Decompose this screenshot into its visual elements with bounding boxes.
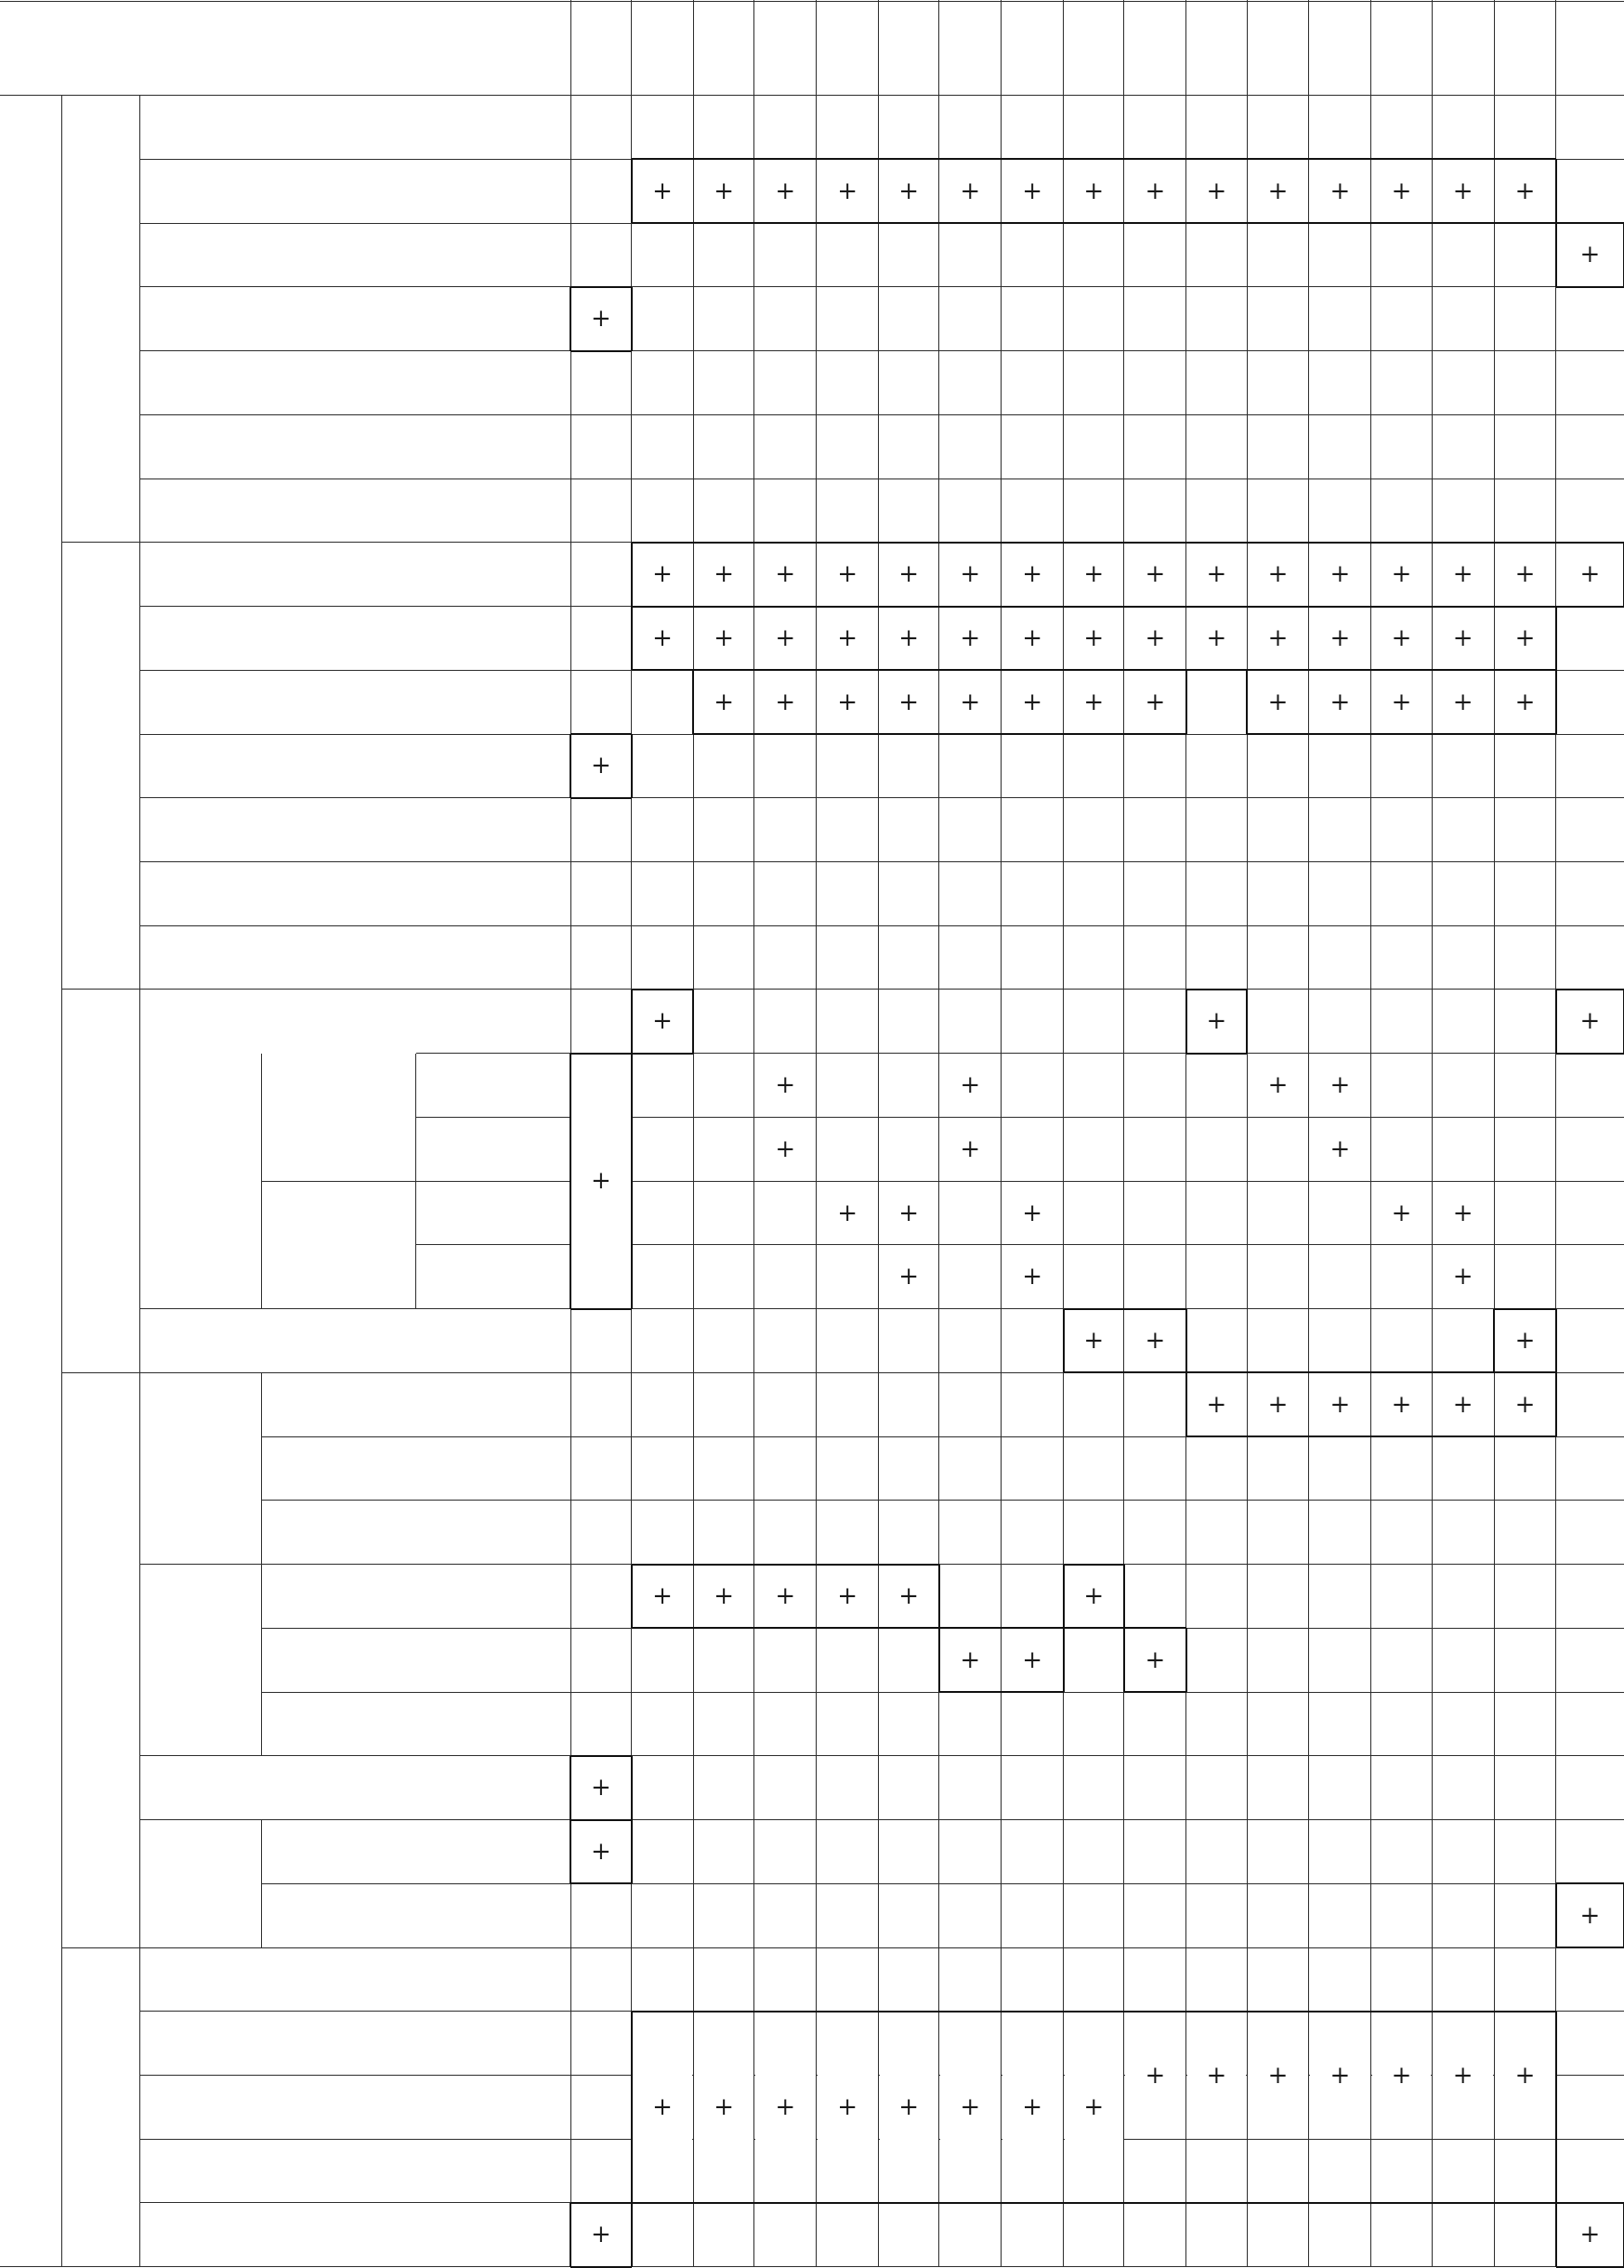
grid-line [1247, 669, 1556, 671]
grid-line [570, 925, 1624, 926]
grid-line [1064, 1627, 1124, 1629]
cell-mark: + [754, 607, 817, 671]
cell-mark: + [1124, 2012, 1186, 2139]
cell-mark: + [754, 670, 817, 734]
cell-mark: + [1371, 159, 1432, 223]
cell-mark: + [1432, 159, 1494, 223]
subgroup-rotary-shuttle [140, 1565, 262, 1756]
grid-line [1185, 0, 1186, 2267]
grid-line [570, 287, 571, 351]
grid-line [1432, 0, 1433, 2267]
cell-mark: + [1432, 543, 1494, 607]
cell-mark: + [632, 990, 694, 1054]
grid-line [631, 2012, 633, 2203]
grid-line [631, 607, 633, 671]
cell-mark: + [1002, 1628, 1064, 1692]
cell-mark: + [1309, 1117, 1371, 1181]
grid-line [631, 1820, 633, 1884]
cell-mark: + [817, 607, 879, 671]
grid-line [1124, 1627, 1186, 1629]
grid-line [570, 2202, 631, 2204]
grid-line [570, 1053, 631, 1055]
grid-line [1555, 2203, 1557, 2267]
grid-line [1186, 1053, 1247, 1055]
cell-mark: + [1371, 670, 1432, 734]
cell-mark: + [939, 1117, 1002, 1181]
grid-line [570, 1819, 1624, 1820]
cell-mark: + [1247, 2012, 1309, 2139]
grid-line [1247, 0, 1248, 2267]
row-label [140, 607, 570, 671]
column-header [879, 0, 939, 96]
cell-mark: + [632, 1565, 694, 1629]
cell-mark: + [1124, 1309, 1186, 1373]
grid-line [570, 861, 1624, 862]
cell-mark: + [817, 159, 879, 223]
grid-line [570, 1819, 631, 1821]
group-label-hook [62, 1372, 140, 1947]
cell-mark: + [693, 670, 753, 734]
cell-mark: + [1002, 159, 1064, 223]
column-header [817, 0, 879, 96]
cell-mark: + [1002, 670, 1064, 734]
row-label [261, 1692, 570, 1756]
row-label [140, 1947, 570, 2012]
subgroup-mechanical [140, 1054, 262, 1309]
column-header [1494, 0, 1556, 96]
grid-line [631, 734, 633, 798]
row-label [140, 2139, 570, 2203]
group-label-takeup [62, 1947, 140, 2267]
cell-mark: + [817, 1565, 879, 1629]
grid-line [570, 286, 1624, 287]
grid-line [570, 1756, 571, 1820]
cell-mark: + [817, 543, 879, 607]
column-header [1432, 0, 1494, 96]
column-header [1247, 0, 1309, 96]
cell-mark: + [1494, 607, 1556, 671]
grid-line [632, 222, 1556, 224]
grid-line [938, 1565, 940, 1629]
grid-line [570, 1054, 571, 1309]
cell-mark: + [1371, 607, 1432, 671]
row-label [140, 2012, 570, 2076]
grid-line [1063, 1628, 1065, 1692]
grid-line [1555, 223, 1557, 287]
cell-mark: + [1247, 1054, 1309, 1118]
cell-mark: + [1494, 1372, 1556, 1436]
cell-mark: + [879, 1181, 939, 1245]
grid-line [693, 733, 1185, 735]
grid-line [1123, 1628, 1125, 1692]
row-label [140, 543, 570, 607]
cell-mark: + [1432, 2012, 1494, 2139]
cell-mark: + [632, 543, 694, 607]
grid-line [570, 1820, 571, 1884]
cell-mark: + [1309, 543, 1371, 607]
cell-mark: + [1064, 543, 1124, 607]
grid-line [1556, 1947, 1624, 1948]
grid-line [1555, 1309, 1557, 1373]
row-label [416, 1054, 570, 1118]
grid-line [1123, 1565, 1125, 1629]
grid-line [1186, 989, 1247, 990]
grid-line [570, 1755, 1624, 1756]
grid-line [878, 0, 879, 2267]
cell-mark: + [1432, 1245, 1494, 1309]
grid-line [1556, 2266, 1624, 2268]
grid-line [632, 606, 1556, 608]
cell-mark: + [693, 2012, 753, 2203]
cell-mark: + [1494, 159, 1556, 223]
cell-mark: + [1186, 607, 1247, 671]
grid-line [632, 989, 694, 990]
grid-line [631, 1756, 633, 1820]
cell-mark: + [1309, 670, 1371, 734]
grid-line [1494, 1308, 1556, 1310]
grid-line [939, 1691, 1064, 1693]
grid-line [570, 1883, 1624, 1884]
cell-mark: + [1556, 2203, 1624, 2267]
cell-mark: + [879, 1565, 939, 1629]
grid-line [1123, 0, 1124, 2267]
cell-mark: + [1124, 159, 1186, 223]
row-label [261, 1436, 570, 1501]
column-header [693, 0, 753, 96]
column-header [1002, 0, 1064, 96]
cell-mark: + [939, 1628, 1002, 1692]
subgroup-fixed [261, 1054, 415, 1181]
cell-mark: + [1309, 1054, 1371, 1118]
grid-line [631, 287, 633, 351]
grid-line [570, 1500, 1624, 1501]
grid-line [631, 1054, 633, 1309]
cell-mark: + [632, 159, 694, 223]
row-label [416, 1117, 570, 1181]
column-header [939, 0, 1002, 96]
grid-line [1064, 1371, 1186, 1373]
grid-line [1185, 1309, 1187, 1373]
cell-mark: + [939, 607, 1002, 671]
grid-line [692, 990, 694, 1054]
cell-mark: + [1002, 1245, 1064, 1309]
cell-mark: + [1247, 1372, 1309, 1436]
row-label [140, 1309, 570, 1373]
cell-mark: + [1371, 1181, 1432, 1245]
row-label [140, 159, 570, 223]
row-label [140, 925, 570, 990]
grid-line [570, 1117, 1624, 1118]
cell-mark: + [1556, 223, 1624, 287]
cell-mark: + [1309, 159, 1371, 223]
cell-mark: + [1124, 1628, 1186, 1692]
grid-line [631, 2203, 633, 2267]
cell-mark: + [1556, 1883, 1624, 1947]
grid-line [938, 1628, 940, 1692]
row-label [140, 990, 570, 1054]
cell-mark: + [817, 670, 879, 734]
row-label [261, 1820, 570, 1884]
grid-line [1064, 1308, 1186, 1310]
row-label [416, 1245, 570, 1309]
cell-mark: + [1064, 1565, 1124, 1629]
cell-mark: + [1432, 670, 1494, 734]
grid-line [693, 0, 694, 2267]
row-label [261, 1883, 570, 1947]
grid-line [570, 1882, 631, 1884]
cell-mark: + [1247, 543, 1309, 607]
grid-line [1063, 0, 1064, 2267]
row-label [140, 861, 570, 925]
cell-mark: + [1309, 1372, 1371, 1436]
grid-line [570, 350, 1624, 351]
column-header [632, 0, 694, 96]
grid-line [1556, 286, 1624, 288]
grid-line [570, 2266, 631, 2268]
cell-mark: + [1064, 1309, 1124, 1373]
grid-line [631, 990, 633, 1054]
grid-line [1555, 159, 1557, 223]
cell-mark: + [1186, 2012, 1247, 2139]
grid-line [1556, 1053, 1624, 1055]
cell-mark: + [754, 2012, 817, 2203]
cell-mark: + [879, 2012, 939, 2203]
cell-mark: + [879, 670, 939, 734]
row-label [261, 1628, 570, 1692]
grid-line [1555, 607, 1557, 671]
grid-line [631, 1565, 633, 1629]
grid-line [1124, 1691, 1186, 1693]
column-header [754, 0, 817, 96]
grid-line [1064, 1564, 1124, 1566]
grid-line [631, 543, 633, 607]
cell-mark: + [1494, 1309, 1556, 1373]
grid-line [570, 797, 631, 799]
column-header [1186, 0, 1247, 96]
grid-line [570, 797, 1624, 798]
row-label [140, 798, 570, 862]
column-header [1371, 0, 1432, 96]
cell-mark: + [632, 2012, 694, 2203]
row-label [140, 479, 570, 543]
cell-mark: + [939, 159, 1002, 223]
cell-mark: + [1309, 607, 1371, 671]
grid-line [1246, 670, 1248, 734]
cell-mark: + [1124, 607, 1186, 671]
cell-mark: + [693, 159, 753, 223]
grid-line [1063, 1309, 1065, 1373]
group-label-stitch [62, 96, 140, 543]
cell-mark: + [939, 543, 1002, 607]
grid-line [1185, 1628, 1187, 1692]
group-label-control [62, 990, 140, 1372]
cell-mark: + [1432, 607, 1494, 671]
cell-mark: + [570, 1820, 631, 1884]
cell-mark: + [1064, 607, 1124, 671]
grid-line [939, 1627, 1064, 1629]
column-header [1309, 0, 1371, 96]
column-header [1556, 0, 1624, 96]
row-label [140, 2076, 570, 2140]
grid-line [1246, 990, 1248, 1054]
grid-line [0, 1, 1624, 2]
cell-mark: + [1556, 990, 1624, 1054]
column-header [1124, 0, 1186, 96]
cell-mark: + [1371, 543, 1432, 607]
subgroup-thread-hook [140, 1820, 262, 1947]
cell-mark: + [570, 1756, 631, 1820]
cell-mark: + [1556, 543, 1624, 607]
row-label [261, 1372, 570, 1436]
cell-mark: + [1371, 1372, 1432, 1436]
grid-line [632, 1564, 939, 1566]
cell-mark: + [1309, 2012, 1371, 2139]
cell-mark: + [939, 1054, 1002, 1118]
cell-mark: + [693, 1565, 753, 1629]
subgroup-switchable [261, 1181, 415, 1308]
cell-mark: + [1371, 2012, 1432, 2139]
grid-line [1493, 1309, 1495, 1373]
row-label [140, 670, 570, 734]
cell-mark: + [754, 543, 817, 607]
cell-mark: + [1186, 159, 1247, 223]
grid-line [570, 1053, 1624, 1054]
cell-mark: + [693, 607, 753, 671]
row-label [140, 351, 570, 415]
cell-mark: + [879, 607, 939, 671]
grid-line [570, 414, 1624, 415]
grid-line [570, 733, 631, 735]
grid-line [632, 2202, 1556, 2204]
cell-mark: + [570, 734, 631, 798]
grid-line [1556, 989, 1624, 990]
cell-mark: + [1186, 990, 1247, 1054]
cell-mark: + [1002, 607, 1064, 671]
cell-mark: + [754, 1117, 817, 1181]
cell-mark: + [1002, 2012, 1064, 2203]
grid-line [1494, 0, 1495, 2267]
cell-mark: + [1064, 159, 1124, 223]
grid-line [1186, 1436, 1556, 1437]
grid-line [570, 350, 631, 352]
column-header [570, 0, 631, 96]
grid-line [1185, 990, 1187, 1054]
grid-line [1555, 2012, 1557, 2203]
grid-line [632, 1627, 939, 1629]
cell-mark: + [1494, 2012, 1556, 2139]
grid-line [1247, 733, 1556, 735]
grid-line [631, 159, 633, 223]
grid-line [570, 2203, 571, 2267]
grid-line [570, 286, 631, 288]
cell-mark: + [817, 1181, 879, 1245]
grid-line [1556, 222, 1624, 224]
cell-mark: + [879, 1245, 939, 1309]
grid-line [570, 1308, 631, 1310]
row-label [140, 2203, 570, 2267]
cell-mark: + [1124, 543, 1186, 607]
grid-line [693, 669, 1185, 671]
grid-line [1185, 670, 1187, 734]
cell-mark: + [754, 1565, 817, 1629]
cell-mark: + [1186, 1372, 1247, 1436]
cell-mark: + [1247, 159, 1309, 223]
cell-mark: + [939, 2012, 1002, 2203]
grid-line [1555, 990, 1557, 1054]
cell-mark: + [1064, 670, 1124, 734]
grid-line [632, 1053, 694, 1055]
cell-mark: + [570, 2203, 631, 2267]
cell-mark: + [939, 670, 1002, 734]
cell-mark: + [879, 159, 939, 223]
cell-mark: + [879, 543, 939, 607]
cell-mark: + [570, 287, 631, 351]
cell-mark: + [693, 543, 753, 607]
cell-mark: + [817, 2012, 879, 2203]
grid-line [1555, 670, 1557, 734]
row-label [140, 223, 570, 287]
cell-mark: + [1002, 543, 1064, 607]
cell-mark: + [1002, 1181, 1064, 1245]
grid-line [1185, 1372, 1187, 1436]
cell-mark: + [632, 607, 694, 671]
cell-mark: + [1432, 1372, 1494, 1436]
grid-line [632, 2011, 1556, 2012]
grid-line [1555, 1372, 1557, 1436]
cell-mark: + [570, 1054, 631, 1309]
grid-line [1063, 1565, 1065, 1629]
column-header [1064, 0, 1124, 96]
grid-line [1186, 1371, 1556, 1373]
grid-line [1555, 1883, 1557, 1947]
cell-mark: + [1494, 670, 1556, 734]
grid-line [1556, 1882, 1624, 1884]
row-label [140, 734, 570, 798]
cell-mark: + [754, 159, 817, 223]
cell-mark: + [1186, 543, 1247, 607]
header-code-left [0, 0, 282, 96]
row-label [261, 1565, 570, 1629]
grid-line [632, 542, 1624, 544]
cell-mark: + [1247, 670, 1309, 734]
header-code-right [282, 0, 570, 96]
row-label [416, 1181, 570, 1245]
cell-mark: + [1124, 670, 1186, 734]
row-label [261, 1501, 570, 1565]
row-label [140, 96, 570, 160]
side-label-bottom [0, 1280, 62, 1569]
cell-mark: + [1064, 2012, 1124, 2203]
side-label-top [0, 818, 62, 1107]
row-label [140, 1756, 570, 1820]
subgroup-oscillating-shuttle [140, 1372, 262, 1564]
grid-line [570, 1755, 631, 1757]
cell-mark: + [754, 1054, 817, 1118]
cell-mark: + [1432, 1181, 1494, 1245]
cell-mark: + [1247, 607, 1309, 671]
row-label [140, 287, 570, 351]
grid-line [570, 1692, 1624, 1693]
cell-mark: + [1494, 543, 1556, 607]
row-label [140, 414, 570, 479]
grid-line [570, 734, 571, 798]
grid-line [1556, 2202, 1624, 2204]
group-label-seam [62, 543, 140, 990]
grid-line [632, 158, 1556, 160]
grid-line [692, 670, 694, 734]
